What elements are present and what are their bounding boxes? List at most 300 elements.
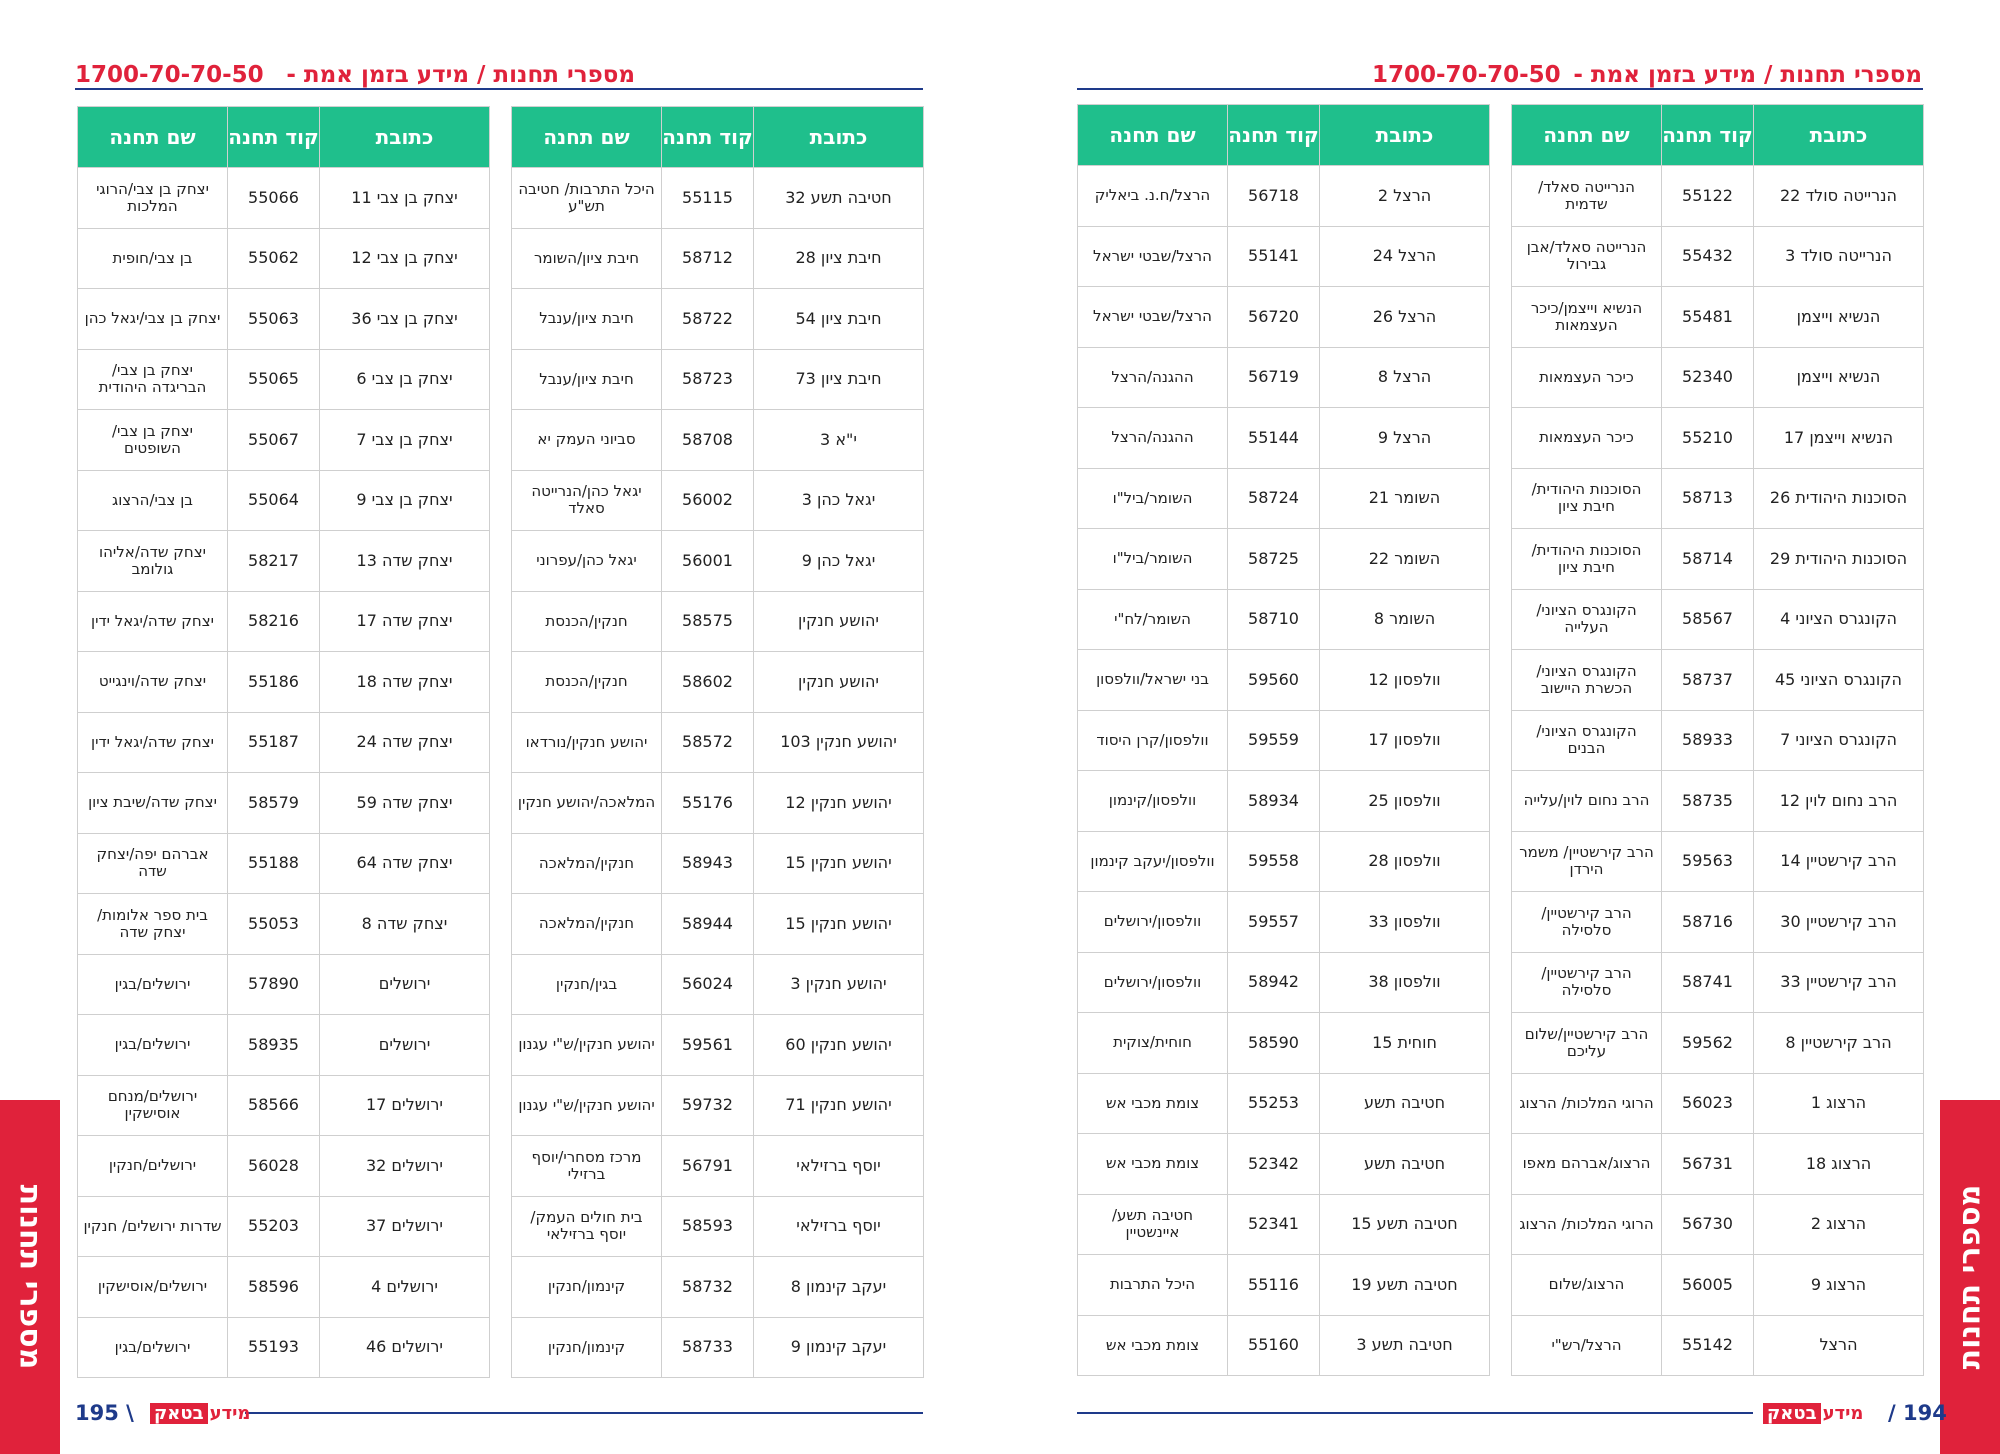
table-row — [78, 168, 490, 229]
station-address: יצחק שדה 59 — [320, 773, 490, 834]
table-header-row — [1078, 105, 1490, 166]
station-name: יצחק שדה/וינגייט — [78, 652, 228, 713]
station-code: 58732 — [662, 1257, 754, 1318]
station-name: יצחק שדה/יגאל ידין — [78, 712, 228, 773]
station-code: 58708 — [662, 410, 754, 471]
station-name: ירושלים/אוסישקין — [78, 1257, 228, 1318]
station-code: 59732 — [662, 1075, 754, 1136]
table-row — [1078, 1134, 1490, 1195]
station-address: יהושע חנקין 60 — [754, 1015, 924, 1076]
table-row — [1078, 287, 1490, 348]
side-tab-label: מספרי תחנות — [12, 1184, 48, 1370]
station-address: חטיבה תשע — [1320, 1134, 1490, 1195]
station-address: יצחק שדה 18 — [320, 652, 490, 713]
table-row — [1078, 1013, 1490, 1074]
station-name: הרצל/שבטי ישראל — [1078, 226, 1228, 287]
table-row — [1078, 650, 1490, 711]
header-divider — [1077, 88, 1923, 90]
table-row — [1512, 166, 1924, 227]
station-name: חוחית/צוקית — [1078, 1013, 1228, 1074]
brand-logo: מידע בטאק — [150, 1400, 250, 1426]
station-address: ירושלים 37 — [320, 1196, 490, 1257]
header-title: מספרי תחנות / מידע בזמן אמת - — [286, 62, 635, 88]
station-address: חטיבה תשע 15 — [1320, 1194, 1490, 1255]
table-row — [1512, 408, 1924, 469]
table-row — [78, 1317, 490, 1378]
station-address: וולפסון 28 — [1320, 831, 1490, 892]
station-code: 56005 — [1662, 1255, 1754, 1316]
column-header-address: כתובת — [1320, 105, 1490, 166]
station-name: ירושלים/מנחם אוסישקין — [78, 1075, 228, 1136]
station-code: 55253 — [1228, 1073, 1320, 1134]
station-address: השומר 8 — [1320, 589, 1490, 650]
station-code: 55176 — [662, 773, 754, 834]
station-code: 55432 — [1662, 226, 1754, 287]
station-name: הרב קירשטיין/ סלסילה — [1512, 892, 1662, 953]
station-name: יצחק בן צבי/ הבריגדה היהודית — [78, 349, 228, 410]
table-row — [1078, 831, 1490, 892]
station-address: יגאל כהן 3 — [754, 470, 924, 531]
station-code: 58566 — [228, 1075, 320, 1136]
table-row — [512, 712, 924, 773]
station-name: יהושע חנקין/ש"י עגנון — [512, 1075, 662, 1136]
station-code: 58737 — [1662, 650, 1754, 711]
station-name: בגין/חנקין — [512, 954, 662, 1015]
table-row — [78, 289, 490, 350]
station-name: יצחק בן צבי/ השופטים — [78, 410, 228, 471]
table-row — [512, 531, 924, 592]
station-name: השומר/ביל"ו — [1078, 468, 1228, 529]
station-code: 58935 — [228, 1015, 320, 1076]
station-name: צומת מכבי אש — [1078, 1315, 1228, 1376]
station-code: 56024 — [662, 954, 754, 1015]
station-code: 55116 — [1228, 1255, 1320, 1316]
station-address: השומר 21 — [1320, 468, 1490, 529]
table-row — [1078, 166, 1490, 227]
station-code: 56023 — [1662, 1073, 1754, 1134]
table-row — [78, 228, 490, 289]
station-name: הסוכנות היהודית/ חיבת ציון — [1512, 468, 1662, 529]
table-row — [1512, 589, 1924, 650]
table-row — [78, 410, 490, 471]
table-row — [1512, 831, 1924, 892]
station-address: הסוכנות היהודית 29 — [1754, 529, 1924, 590]
station-address: חטיבה תשע 19 — [1320, 1255, 1490, 1316]
station-name: הנשיא וייצמן/כיכר העצמאות — [1512, 287, 1662, 348]
station-name: יצחק שדה/אליהו גולומב — [78, 531, 228, 592]
station-code: 59558 — [1228, 831, 1320, 892]
station-code: 55053 — [228, 894, 320, 955]
station-address: חטיבה תשע — [1320, 1073, 1490, 1134]
station-code: 55160 — [1228, 1315, 1320, 1376]
table-row — [78, 531, 490, 592]
station-name: שדרות ירושלים/ חנקין — [78, 1196, 228, 1257]
table-row — [1078, 1255, 1490, 1316]
station-name: ההגנה/הרצל — [1078, 347, 1228, 408]
station-name: ירושלים/בגין — [78, 954, 228, 1015]
station-name: הנרייטה סאלד/אבן גבירול — [1512, 226, 1662, 287]
station-address: ירושלים 17 — [320, 1075, 490, 1136]
station-address: ירושלים — [320, 1015, 490, 1076]
table-row — [1512, 952, 1924, 1013]
station-code: 57890 — [228, 954, 320, 1015]
station-code: 58579 — [228, 773, 320, 834]
station-address: וולפסון 12 — [1320, 650, 1490, 711]
table-row — [78, 1015, 490, 1076]
table-row — [1078, 589, 1490, 650]
station-address: הרצל 8 — [1320, 347, 1490, 408]
station-address: הרצוג 2 — [1754, 1194, 1924, 1255]
station-name: הקונגרס הציוני/ הבנים — [1512, 710, 1662, 771]
station-address: יצחק בן צבי 6 — [320, 349, 490, 410]
header-phone: 1700-70-70-50 — [75, 62, 264, 88]
station-address: יוסף ברזילאי — [754, 1136, 924, 1197]
column-header-name: שם תחנה — [512, 107, 662, 168]
station-address: הרצוג 1 — [1754, 1073, 1924, 1134]
station-name: ההגנה/הרצל — [1078, 408, 1228, 469]
station-address: יהושע חנקין 71 — [754, 1075, 924, 1136]
table-row — [1512, 1255, 1924, 1316]
table-row — [1512, 287, 1924, 348]
station-name: וולפסון/ירושלים — [1078, 952, 1228, 1013]
table-row — [78, 470, 490, 531]
station-address: יהושע חנקין — [754, 652, 924, 713]
page-header-left — [75, 48, 635, 88]
station-name: חיבת ציון/ענבל — [512, 289, 662, 350]
station-name: הרצל/רש"י — [1512, 1315, 1662, 1376]
station-code: 55063 — [228, 289, 320, 350]
station-name: הקונגרס הציוני/ העלייה — [1512, 589, 1662, 650]
station-address: חטיבה תשע 32 — [754, 168, 924, 229]
station-address: הנשיא וייצמן 17 — [1754, 408, 1924, 469]
station-name: כיכר העצמאות — [1512, 347, 1662, 408]
station-address: חטיבה תשע 3 — [1320, 1315, 1490, 1376]
station-name: השומר/לח"י — [1078, 589, 1228, 650]
station-code: 55187 — [228, 712, 320, 773]
table-row — [78, 894, 490, 955]
station-name: מרכז מסחרי/יוסף ברזילי — [512, 1136, 662, 1197]
station-name: צומת מכבי אש — [1078, 1134, 1228, 1195]
page-number-right: / 194 — [1888, 1401, 1947, 1425]
station-address: יוסף ברזילאי — [754, 1196, 924, 1257]
station-code: 55203 — [228, 1196, 320, 1257]
column-header-name: שם תחנה — [78, 107, 228, 168]
table-row — [512, 591, 924, 652]
station-code: 58741 — [1662, 952, 1754, 1013]
footer-divider — [245, 1412, 923, 1414]
station-address: יצחק שדה 64 — [320, 833, 490, 894]
station-address: הרצל — [1754, 1315, 1924, 1376]
station-name: יהושע חנקין/נורדאו — [512, 712, 662, 773]
station-name: קינמון/חנקין — [512, 1257, 662, 1318]
station-code: 58217 — [228, 531, 320, 592]
station-address: הרצוג 18 — [1754, 1134, 1924, 1195]
station-code: 52342 — [1228, 1134, 1320, 1195]
table-row — [1512, 710, 1924, 771]
station-address: יצחק שדה 8 — [320, 894, 490, 955]
station-code: 56720 — [1228, 287, 1320, 348]
station-name: הרצוג/אברהם מאפו — [1512, 1134, 1662, 1195]
station-name: השומר/ביל"ו — [1078, 529, 1228, 590]
station-address: וולפסון 17 — [1320, 710, 1490, 771]
station-code: 55122 — [1662, 166, 1754, 227]
station-code: 55115 — [662, 168, 754, 229]
table-row — [78, 833, 490, 894]
column-header-name: שם תחנה — [1512, 105, 1662, 166]
station-code: 56719 — [1228, 347, 1320, 408]
station-address: וולפסון 25 — [1320, 771, 1490, 832]
station-code: 58943 — [662, 833, 754, 894]
header-divider — [75, 88, 923, 90]
table-row — [512, 289, 924, 350]
station-code: 59563 — [1662, 831, 1754, 892]
station-name: חיבת ציון/ענבל — [512, 349, 662, 410]
station-code: 58567 — [1662, 589, 1754, 650]
station-code: 58602 — [662, 652, 754, 713]
station-name: המלאכה/יהושע חנקין — [512, 773, 662, 834]
header-phone: 1700-70-70-50 — [1372, 62, 1561, 88]
table-row — [1512, 1194, 1924, 1255]
table-row — [512, 1317, 924, 1378]
station-name: חטיבה תשע/ איינשטיין — [1078, 1194, 1228, 1255]
column-header-code: קוד תחנה — [228, 107, 320, 168]
table-row — [512, 1015, 924, 1076]
station-name: חיבת ציון/השומר — [512, 228, 662, 289]
table-row — [78, 1257, 490, 1318]
column-header-address: כתובת — [320, 107, 490, 168]
station-address: חוחית 15 — [1320, 1013, 1490, 1074]
station-name: וולפסון/יעקב קינמון — [1078, 831, 1228, 892]
side-tab-left — [0, 1100, 60, 1454]
station-name: הרב קירשטיין/ סלסילה — [1512, 952, 1662, 1013]
station-address: הרצל 2 — [1320, 166, 1490, 227]
table-row — [1512, 1315, 1924, 1376]
station-name: ירושלים/בגין — [78, 1317, 228, 1378]
station-address: חיבת ציון 54 — [754, 289, 924, 350]
table-row — [1512, 1013, 1924, 1074]
station-address: הנרייטה סולד 3 — [1754, 226, 1924, 287]
table-row — [1078, 1073, 1490, 1134]
table-row — [1078, 408, 1490, 469]
station-code: 56718 — [1228, 166, 1320, 227]
header-title: מספרי תחנות / מידע בזמן אמת - — [1573, 62, 1922, 88]
station-code: 58722 — [662, 289, 754, 350]
station-address: וולפסון 38 — [1320, 952, 1490, 1013]
station-name: צומת מכבי אש — [1078, 1073, 1228, 1134]
station-code: 55144 — [1228, 408, 1320, 469]
table-row — [512, 894, 924, 955]
station-name: אברהם יפה/יצחק שדה — [78, 833, 228, 894]
station-code: 58942 — [1228, 952, 1320, 1013]
table-row — [1078, 468, 1490, 529]
table-row — [512, 470, 924, 531]
station-address: הרב קירשטיין 8 — [1754, 1013, 1924, 1074]
station-name: הרב קירשטיין/שלום עליכם — [1512, 1013, 1662, 1074]
station-code: 58590 — [1228, 1013, 1320, 1074]
column-header-code: קוד תחנה — [1228, 105, 1320, 166]
table-row — [1512, 226, 1924, 287]
station-name: וולפסון/ירושלים — [1078, 892, 1228, 953]
station-name: היכל התרבות/ חטיבה תש"ע — [512, 168, 662, 229]
page-header-right — [1372, 48, 1922, 88]
station-address: ירושלים 46 — [320, 1317, 490, 1378]
station-address: יצחק שדה 24 — [320, 712, 490, 773]
station-code: 59557 — [1228, 892, 1320, 953]
station-code: 52340 — [1662, 347, 1754, 408]
station-address: הרצל 24 — [1320, 226, 1490, 287]
table-row — [1512, 1073, 1924, 1134]
station-code: 59559 — [1228, 710, 1320, 771]
station-name: חנקין/הכנסת — [512, 591, 662, 652]
station-code: 58735 — [1662, 771, 1754, 832]
station-address: יצחק בן צבי 11 — [320, 168, 490, 229]
stations-table — [511, 106, 924, 1378]
table-row — [1078, 347, 1490, 408]
side-tab-label: מספרי תחנות — [1952, 1184, 1988, 1370]
station-code: 58733 — [662, 1317, 754, 1378]
table-row — [1512, 529, 1924, 590]
station-code: 58725 — [1228, 529, 1320, 590]
table-row — [78, 652, 490, 713]
station-address: יצחק שדה 17 — [320, 591, 490, 652]
station-code: 55481 — [1662, 287, 1754, 348]
stations-table — [77, 106, 490, 1378]
table-row — [512, 833, 924, 894]
station-name: ירושלים/בגין — [78, 1015, 228, 1076]
station-address: הרצוג 9 — [1754, 1255, 1924, 1316]
station-address: יהושע חנקין 103 — [754, 712, 924, 773]
station-name: בני ישראל/וולפסון — [1078, 650, 1228, 711]
table-row — [512, 349, 924, 410]
station-code: 55186 — [228, 652, 320, 713]
table-row — [512, 168, 924, 229]
station-code: 58572 — [662, 712, 754, 773]
station-address: הנשיא וייצמן — [1754, 347, 1924, 408]
station-address: הרצל 26 — [1320, 287, 1490, 348]
station-address: הנרייטה סולד 22 — [1754, 166, 1924, 227]
station-address: יהושע חנקין 15 — [754, 833, 924, 894]
station-name: יצחק שדה/שיבת ציון — [78, 773, 228, 834]
station-address: יהושע חנקין 12 — [754, 773, 924, 834]
station-name: חנקין/המלאכה — [512, 833, 662, 894]
station-address: הקונגרס הציוני 4 — [1754, 589, 1924, 650]
station-name: הקונגרס הציוני/ הכשרת היישוב — [1512, 650, 1662, 711]
station-name: בן צבי/הרצוג — [78, 470, 228, 531]
station-name: יצחק שדה/יגאל ידין — [78, 591, 228, 652]
table-row — [1512, 1134, 1924, 1195]
station-code: 55210 — [1662, 408, 1754, 469]
station-code: 56791 — [662, 1136, 754, 1197]
station-code: 55142 — [1662, 1315, 1754, 1376]
station-address: יהושע חנקין — [754, 591, 924, 652]
station-code: 55064 — [228, 470, 320, 531]
column-header-name: שם תחנה — [1078, 105, 1228, 166]
station-code: 58944 — [662, 894, 754, 955]
station-code: 58714 — [1662, 529, 1754, 590]
station-address: יעקב קינמון 8 — [754, 1257, 924, 1318]
station-address: ירושלים 32 — [320, 1136, 490, 1197]
table-row — [512, 954, 924, 1015]
station-code: 56002 — [662, 470, 754, 531]
station-code: 59560 — [1228, 650, 1320, 711]
station-address: הרב קירשטיין 33 — [1754, 952, 1924, 1013]
footer-divider — [1077, 1412, 1753, 1414]
station-address: הסוכנות היהודית 26 — [1754, 468, 1924, 529]
table-row — [1078, 771, 1490, 832]
station-address: הרב קירשטיין 14 — [1754, 831, 1924, 892]
station-address: יצחק בן צבי 7 — [320, 410, 490, 471]
station-name: הסוכנות היהודית/ חיבת ציון — [1512, 529, 1662, 590]
station-code: 56001 — [662, 531, 754, 592]
station-code: 58216 — [228, 591, 320, 652]
station-name: היכל התרבות — [1078, 1255, 1228, 1316]
station-address: יגאל כהן 9 — [754, 531, 924, 592]
station-code: 58710 — [1228, 589, 1320, 650]
station-name: חנקין/הכנסת — [512, 652, 662, 713]
table-row — [512, 410, 924, 471]
table-row — [1512, 650, 1924, 711]
column-header-code: קוד תחנה — [662, 107, 754, 168]
station-name: כיכר העצמאות — [1512, 408, 1662, 469]
station-code: 55067 — [228, 410, 320, 471]
station-name: חנקין/המלאכה — [512, 894, 662, 955]
table-header-row — [78, 107, 490, 168]
station-address: ירושלים 4 — [320, 1257, 490, 1318]
station-code: 59561 — [662, 1015, 754, 1076]
station-address: חיבת ציון 73 — [754, 349, 924, 410]
station-address: יצחק בן צבי 36 — [320, 289, 490, 350]
table-row — [1078, 952, 1490, 1013]
station-name: ירושלים/חנקין — [78, 1136, 228, 1197]
station-code: 56731 — [1662, 1134, 1754, 1195]
station-name: בית חולים העמק/ יוסף ברזילאי — [512, 1196, 662, 1257]
table-row — [1512, 347, 1924, 408]
station-name: וולפסון/קרן היסוד — [1078, 710, 1228, 771]
station-code: 58596 — [228, 1257, 320, 1318]
station-code: 59562 — [1662, 1013, 1754, 1074]
station-code: 55141 — [1228, 226, 1320, 287]
table-row — [1078, 1194, 1490, 1255]
table-row — [78, 1196, 490, 1257]
station-address: י"א 3 — [754, 410, 924, 471]
table-row — [1078, 1315, 1490, 1376]
station-code: 58712 — [662, 228, 754, 289]
table-row — [78, 1075, 490, 1136]
station-code: 55188 — [228, 833, 320, 894]
station-address: השומר 22 — [1320, 529, 1490, 590]
station-name: בן צבי/חופית — [78, 228, 228, 289]
station-code: 56028 — [228, 1136, 320, 1197]
station-address: הנשיא וייצמן — [1754, 287, 1924, 348]
station-name: הרב נחום לוין/עלייה — [1512, 771, 1662, 832]
column-header-code: קוד תחנה — [1662, 105, 1754, 166]
station-name: הרצל/ח.נ. ביאליק — [1078, 166, 1228, 227]
station-address: יצחק בן צבי 12 — [320, 228, 490, 289]
station-code: 58716 — [1662, 892, 1754, 953]
station-address: יהושע חנקין 15 — [754, 894, 924, 955]
table-row — [1512, 771, 1924, 832]
station-name: בית ספר אלומות/ יצחק שדה — [78, 894, 228, 955]
station-address: חיבת ציון 28 — [754, 228, 924, 289]
station-address: הקונגרס הציוני 7 — [1754, 710, 1924, 771]
table-row — [1078, 710, 1490, 771]
table-row — [78, 954, 490, 1015]
stations-table — [1077, 104, 1490, 1376]
table-row — [512, 1257, 924, 1318]
station-code: 58723 — [662, 349, 754, 410]
station-address: יצחק בן צבי 9 — [320, 470, 490, 531]
table-row — [512, 1136, 924, 1197]
